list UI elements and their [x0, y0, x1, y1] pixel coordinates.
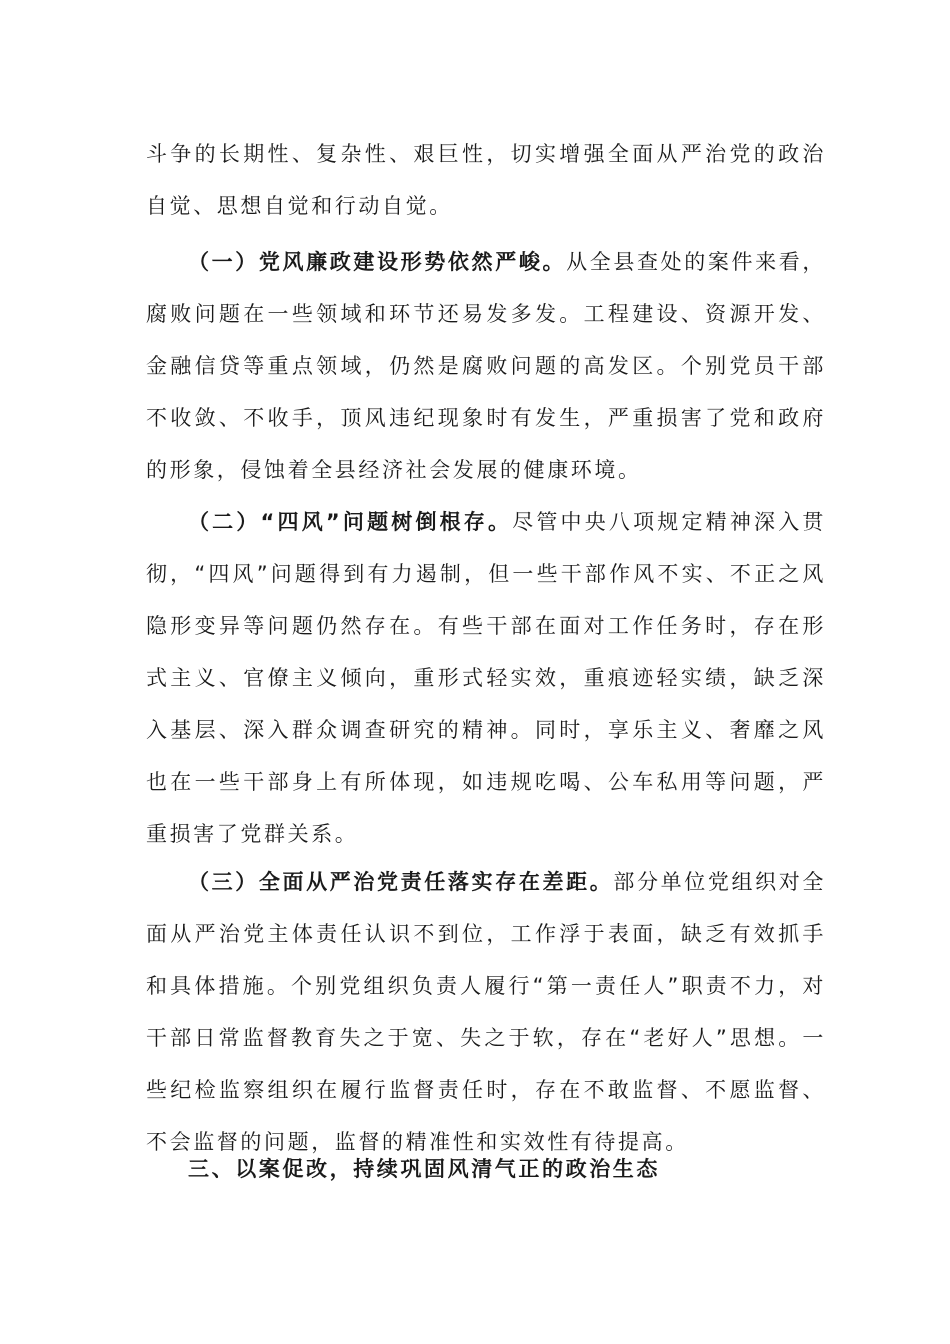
section-2-title: （二）“四风”问题树倒根存。	[188, 510, 513, 534]
intro-paragraph	[146, 128, 826, 232]
section-3-title: （三）全面从严治党责任落实存在差距。	[188, 870, 614, 894]
section-2-paragraph	[146, 496, 826, 860]
intro-text: 斗争的长期性、复杂性、艰巨性，切实增强全面从严治党的政治自觉、思想自觉和行动自觉。	[146, 142, 826, 218]
section-3-paragraph	[146, 856, 826, 1168]
section-1-title: （一）党风廉政建设形势依然严峻。	[188, 250, 567, 274]
section-1-paragraph	[146, 236, 826, 496]
section-3-body: 部分单位党组织对全面从严治党主体责任认识不到位，工作浮于表面，缺乏有效抓手和具体措施。个别党组织负责人履行“第一责任人”职责不力，对干部日常监督教育失之于宽、失之于软，存在“老好人”思想。一些纪检监察组织在履行监督责任时，存在不敢监督、不愿监督、不会监督的问题，监督的精准性和实效性有待提高。	[146, 870, 826, 1154]
section-1-body: 从全县查处的案件来看，腐败问题在一些领域和环节还易发多发。工程建设、资源开发、金融信贷等重点领域，仍然是腐败问题的高发区。个别党员干部不收敛、不收手，顶风违纪现象时有发生，严重损害了党和政府的形象，侵蚀着全县经济社会发展的健康环境。	[146, 250, 826, 482]
section-2-body: 尽管中央八项规定精神深入贯彻，“四风”问题得到有力遏制，但一些干部作风不实、不正之风隐形变异等问题仍然存在。有些干部在面对工作任务时，存在形式主义、官僚主义倾向，重形式轻实效，重痕迹轻实绩，缺乏深入基层、深入群众调查研究的精神。同时，享乐主义、奢靡之风也在一些干部身上有所体现，如违规吃喝、公车私用等问题，严重损害了党群关系。	[146, 510, 826, 846]
chapter-3-heading: 三、以案促改，持续巩固风清气正的政治生态	[188, 1157, 660, 1181]
